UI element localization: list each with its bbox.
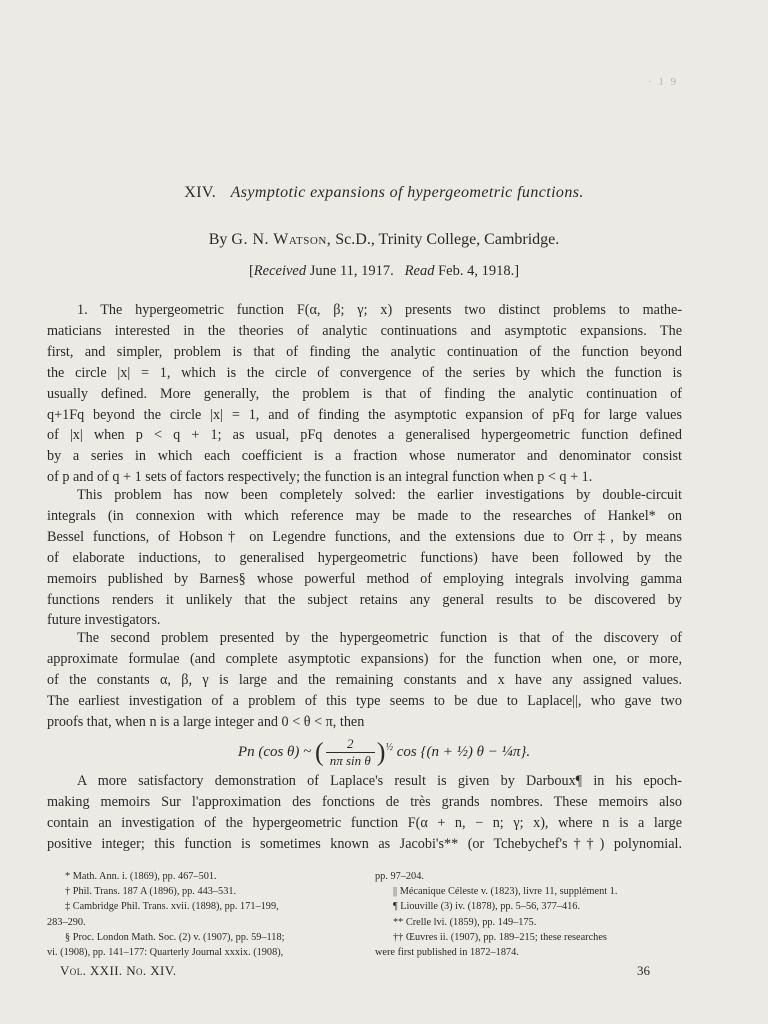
para-line: The second problem presented by the hypergeometric function is that of the discovery of	[77, 630, 682, 646]
paragraph-3	[47, 628, 682, 733]
author-name: G. N. Watson,	[231, 231, 332, 248]
footnote: § Proc. London Math. Soc. (2) v. (1907), pp. 59–118;	[65, 931, 285, 943]
read-date: Feb. 4, 1918.]	[438, 263, 520, 279]
para-line: of p and of q + 1 sets of factors respectively; the function is an integral function when p < q + 1.	[47, 469, 593, 486]
formula-numerator: 2	[326, 736, 375, 753]
received-line	[0, 263, 768, 280]
para-line: This problem has now been completely solved: the earlier investigations by double-circuit	[77, 487, 682, 503]
section-number: XIV.	[184, 184, 217, 201]
page-number: 36	[637, 963, 650, 978]
para-line: The earliest investigation of a problem of this type seems to be due to Laplace||, who gave two	[47, 692, 682, 709]
para-line: integrals (in connexion with which reference may be made to the researches of Hankel* on	[47, 507, 682, 524]
para-line: q+1Fq beyond the circle |x| = 1, and of finding the asymptotic expansion of pFq for large values	[47, 406, 682, 423]
paragraph-2	[47, 485, 682, 631]
para-line: the circle |x| = 1, which is the circle of convergence of the series by which the function is	[47, 364, 682, 381]
footnote: ** Crelle lvi. (1859), pp. 149–175.	[393, 916, 537, 928]
para-line: future investigators.	[47, 612, 161, 629]
para-line: functions renders it unlikely that the subject retains any general results to be discovered by	[47, 591, 682, 608]
para-line: proofs that, when n is a large integer and 0 < θ < π, then	[47, 713, 365, 730]
footnote: were first published in 1872–1874.	[375, 947, 519, 959]
para-line: of elaborate inductions, to generalised hypergeometric functions) have been followed by the	[47, 549, 682, 566]
footnote: || Mécanique Céleste v. (1823), livre 11, supplément 1.	[393, 886, 618, 898]
footnote: 283–290.	[47, 916, 86, 928]
title-text: Asymptotic expansions of hypergeometric functions.	[230, 184, 584, 201]
corner-mark: · 1 9	[648, 76, 679, 88]
formula-rhs: cos {(n + ½) θ − ¼π}.	[396, 743, 531, 760]
paragraph-4	[47, 771, 682, 855]
para-line: first, and simpler, problem is that of finding the analytic continuation of the function beyond	[47, 343, 682, 360]
footnote: †† Œuvres ii. (1907), pp. 189–215; these researches	[393, 931, 607, 943]
para-line: of the constants α, β, γ is large and the remaining constants and x have any assigned values.	[47, 671, 682, 688]
received-label: Received	[253, 263, 307, 279]
formula-exponent: ½	[385, 741, 393, 753]
para-line: contain an investigation of the hypergeometric function F(α + n, − n; γ; x), where n is a large	[47, 814, 682, 831]
para-line: Bessel functions, of Hobson† on Legendre functions, and the extensions due to Orr‡, by means	[47, 528, 682, 545]
read-label: Read	[404, 263, 435, 279]
footnote: ‡ Cambridge Phil. Trans. xvii. (1898), pp. 171–199,	[65, 901, 279, 913]
formula-lhs: Pn (cos θ) ~	[237, 743, 312, 760]
footnotes-left	[47, 869, 362, 960]
formula-fraction	[326, 736, 375, 769]
formula-paren-open: (	[315, 737, 324, 767]
paper-title	[0, 184, 768, 202]
para-line: usually defined. More generally, the problem is that of finding the analytic continuation of	[47, 385, 682, 402]
volume-folio: Vol. XXII. No. XIV.	[60, 963, 177, 978]
formula-denominator: nπ sin θ	[329, 753, 371, 768]
footnote: ¶ Liouville (3) iv. (1878), pp. 5–56, 377–416.	[393, 901, 581, 913]
para-line: memoirs published by Barnes§ whose powerful method of employing integrals involving gamma	[47, 570, 682, 587]
formula-paren-close: )	[376, 737, 386, 767]
footnote: † Phil. Trans. 187 A (1896), pp. 443–531.	[65, 886, 237, 898]
para-line: making memoirs Sur l'approximation des fonctions de très grands nombres. These memoirs also	[47, 793, 682, 810]
laplace-formula	[0, 736, 768, 769]
para-line: A more satisfactory demonstration of Laplace's result is given by Darboux¶ in his epoch-	[77, 773, 682, 789]
para-line: maticians interested in the theories of analytic continuations and asymptotic expansions. The	[47, 322, 682, 339]
author-affiliation: Sc.D., Trinity College, Cambridge.	[335, 231, 560, 248]
footnote: vi. (1908), pp. 141–177: Quarterly Journal xxxix. (1908),	[47, 947, 284, 959]
received-bracket: [	[248, 263, 254, 279]
para-line: approximate formulae (and complete asymptotic expansions) for the function when one, or more,	[47, 650, 682, 667]
para-line: by a series in which each coefficient is a fraction whose numerator and denominator consist	[47, 448, 682, 465]
footnote: * Math. Ann. i. (1869), pp. 467–501.	[65, 871, 217, 882]
received-date: June 11, 1917.	[309, 263, 394, 279]
footnotes-right	[375, 869, 685, 960]
para-line: of |x| when p < q + 1; as usual, pFq denotes a generalised hypergeometric function defined	[47, 427, 682, 444]
author-line	[0, 231, 768, 249]
para-line: 1. The hypergeometric function F(α, β; γ; x) presents two distinct problems to mathe-	[77, 302, 682, 318]
para-line: positive integer; this function is sometimes known as Jacobi's** (or Tchebychef's††) polynomial.	[47, 835, 682, 852]
author-by: By	[208, 231, 228, 248]
footnote: pp. 97–204.	[375, 871, 424, 882]
paragraph-1	[47, 300, 682, 488]
